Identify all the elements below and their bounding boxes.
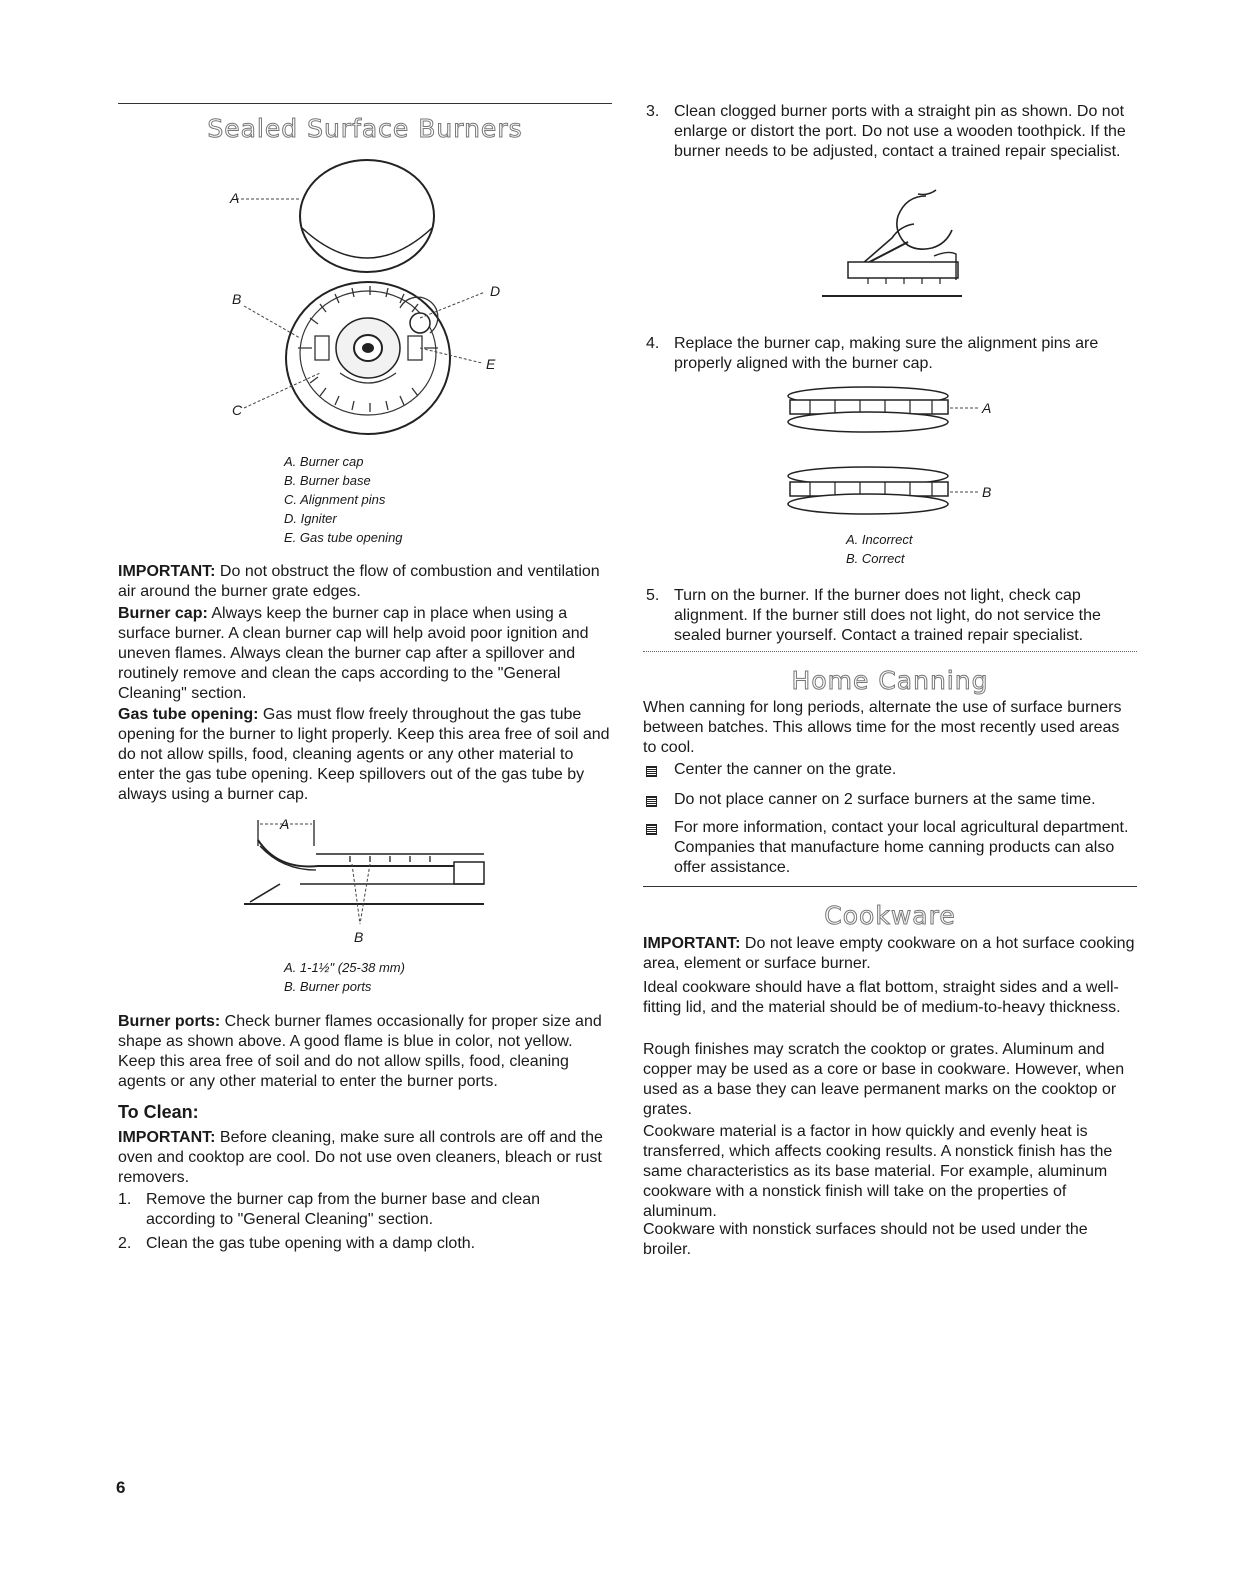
- step-text: Clean the gas tube opening with a damp cloth.: [146, 1235, 476, 1252]
- step-number: 2.: [118, 1235, 132, 1252]
- section-title-home-canning: Home Canning: [791, 666, 989, 695]
- cookware-paragraph: Cookware material is a factor in how quickly and evenly heat is transferred, which affects cooking results. A nonstick finish has the same characteristics as its base material. For example, aluminum cookware with a nonstick finish will take on the properties of aluminum.: [643, 1123, 1113, 1220]
- caption-burner-base: B. Burner base: [284, 473, 371, 488]
- section-divider: [643, 886, 1137, 887]
- caption-incorrect: A. Incorrect: [846, 532, 913, 547]
- pin-cleaning-diagram: [818, 186, 968, 302]
- gas-tube-label: Gas tube opening:: [118, 706, 259, 723]
- step-text: Remove the burner cap from the burner base and clean according to "General Cleaning" section.: [146, 1191, 541, 1228]
- cookware-paragraph: Cookware with nonstick surfaces should not be used under the broiler.: [643, 1221, 1088, 1258]
- burner-ports-diagram: [240, 812, 490, 952]
- fig2-label-a: A: [280, 816, 290, 832]
- caption-burner-ports: B. Burner ports: [284, 979, 372, 994]
- important-airflow-paragraph: IMPORTANT: Do not obstruct the flow of combustion and ventilation air around the burner grate edges.: [118, 563, 600, 600]
- gas-tube-paragraph: Gas tube opening: Gas must flow freely throughout the gas tube opening for the burner to light properly. Keep this area free of soil and do not allow spills, food, cleaning agents or any other material to enter the gas tube opening. Keep spillovers out of the gas tube by always using a burner cap.: [118, 706, 610, 803]
- cookware-paragraph: Rough finishes may scratch the cooktop or grates. Aluminum and copper may be used as a core or base in cookware. However, when used as a base they can leave permanent marks on the cooktop or grates.: [643, 1041, 1125, 1118]
- step-number: 3.: [646, 103, 660, 120]
- burner-cap-drawing: [300, 160, 434, 272]
- burner-cap-label: Burner cap:: [118, 605, 208, 622]
- fig2-label-b: B: [354, 929, 364, 945]
- page-number: 6: [116, 1478, 126, 1497]
- bullet-marker: [646, 824, 657, 835]
- fig1-label-b: B: [232, 291, 242, 307]
- canning-bullet: Do not place canner on 2 surface burners at the same time.: [674, 791, 1096, 808]
- fig2-captions: [284, 958, 405, 996]
- top-rule-left: [118, 103, 612, 104]
- cap-alignment-diagram: [780, 384, 1010, 524]
- fig1-label-e: E: [486, 356, 496, 372]
- fig1-captions: [284, 452, 403, 547]
- step-text: Turn on the burner. If the burner does not light, check cap alignment. If the burner still does not light, do not service the sealed burner yourself. Contact a trained repair specialist.: [674, 587, 1101, 644]
- caption-alignment-pins: C. Alignment pins: [284, 492, 386, 507]
- fig1-label-a: A: [230, 190, 240, 206]
- step-number: 4.: [646, 335, 660, 352]
- section-title-sealed-burners: Sealed Surface Burners: [207, 114, 523, 143]
- fig4-label-b: B: [982, 484, 992, 500]
- fig1-label-d: D: [490, 283, 501, 299]
- to-clean-heading: To Clean:: [118, 1102, 199, 1122]
- canning-bullet: For more information, contact your local agricultural department. Companies that manufacture home canning products can also offer assistance.: [674, 819, 1129, 876]
- important-cleaning-paragraph: IMPORTANT: Before cleaning, make sure all controls are off and the oven and cooktop are cool. Do not use oven cleaners, bleach or rust removers.: [118, 1129, 603, 1186]
- incorrect-cap-drawing: [788, 387, 948, 432]
- burner-exploded-diagram: [220, 158, 520, 448]
- burner-base-drawing: [286, 282, 450, 434]
- canning-bullet: Center the canner on the grate.: [674, 761, 897, 778]
- step-text: Clean clogged burner ports with a straight pin as shown. Do not enlarge or distort the port. Do not use a wooden toothpick. If the burner needs to be adjusted, contact a trained repair specialist.: [674, 103, 1126, 160]
- fig1-label-c: C: [232, 402, 243, 418]
- caption-distance: A. 1-1½" (25-38 mm): [284, 960, 405, 975]
- bullet-marker: [646, 766, 657, 777]
- important-label: IMPORTANT:: [643, 935, 741, 952]
- important-label: IMPORTANT:: [118, 563, 216, 580]
- burner-ports-paragraph: Burner ports: Check burner flames occasionally for proper size and shape as shown above. A good flame is blue in color, not yellow. Keep this area free of soil and do not allow spills, food, cleaning agents or any other material to enter the burner ports.: [118, 1013, 602, 1090]
- caption-correct: B. Correct: [846, 551, 905, 566]
- step-number: 5.: [646, 587, 660, 604]
- burner-ports-label: Burner ports:: [118, 1013, 221, 1030]
- cookware-paragraph: Ideal cookware should have a flat bottom, straight sides and a well-fitting lid, and the material should be of medium-to-heavy thickness.: [643, 979, 1121, 1016]
- fig4-captions: [846, 530, 912, 568]
- burner-cap-paragraph: Burner cap: Always keep the burner cap in place when using a surface burner. A clean burner cap will help avoid poor ignition and uneven flames. Always clean the burner cap after a spillover and routinely remove and clean the caps according to the "General Cleaning" section.: [118, 605, 589, 702]
- section-divider: [643, 651, 1137, 652]
- correct-cap-drawing: [788, 467, 948, 514]
- important-label: IMPORTANT:: [118, 1129, 216, 1146]
- canning-intro-paragraph: When canning for long periods, alternate the use of surface burners between batches. This allows time for the most recently used areas to cool.: [643, 699, 1122, 756]
- caption-gas-tube-opening: E. Gas tube opening: [284, 530, 403, 545]
- section-title-cookware: Cookware: [824, 901, 956, 930]
- step-number: 1.: [118, 1191, 132, 1208]
- caption-igniter: D. Igniter: [284, 511, 337, 526]
- fig4-label-a: A: [982, 400, 992, 416]
- caption-burner-cap: A. Burner cap: [284, 454, 364, 469]
- important-cookware-paragraph: IMPORTANT: Do not leave empty cookware on a hot surface cooking area, element or surface burner.: [643, 935, 1135, 972]
- step-text: Replace the burner cap, making sure the alignment pins are properly aligned with the burner cap.: [674, 335, 1099, 372]
- bullet-marker: [646, 796, 657, 807]
